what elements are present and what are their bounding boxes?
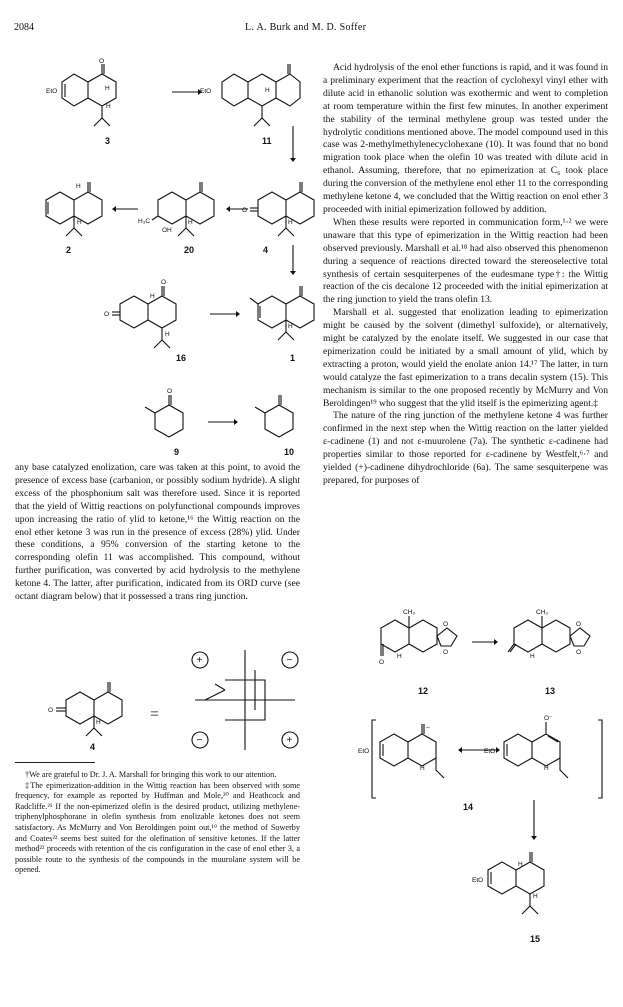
structure-12: [375, 610, 465, 670]
svg-text:O: O: [576, 621, 582, 628]
compound-label-2: 2: [66, 245, 72, 255]
svg-text:H: H: [420, 765, 425, 772]
svg-text:+: +: [286, 735, 293, 746]
svg-text:EtO: EtO: [472, 877, 484, 884]
arrow-3-to-11: [172, 88, 202, 96]
structure-20: [138, 180, 225, 244]
svg-text:CH₃: CH₃: [536, 609, 549, 616]
right-paragraph-2: When these results were reported in communication form,¹·² we were unaware that this type of epimerization in the Wittig reaction had been observed previously. Marshall et al.¹⁸ had also observed this phenomenon during a sequence of reactions directed toward the stereoselective total synthesis of certain sesquiterpenes of the eudesmane type†: the Wittig reaction of the cis decalone 12 proceeded with the initial epimerization at the ring junction to yield the trans olefin 13.: [323, 216, 608, 306]
left-paragraph: any base catalyzed enolization, care was taken at this point, to avoid the presence of excess base (carbanion, or possibly sodium hydride). A slight excess of the phosphonium salt was therefore used. Since it is reported that the yield of Wittig reactions on polyfunctional compounds improves upon increasing the ratio of ylid to ketone,¹⁶ the Wittig reaction on the enol ether ketone 3 was run in the presence of excess (28%) ylid. Under these conditions, a 95% conversion of the starting ketone to the corresponding olefin 11 was accomplished. This compound, without further purification, was converted by acid hydrolysis to the methylene ketone 4. The latter, after purification, indicated from its ORD curve (see octant diagram below) that it possessed a trans ring junction.: [15, 462, 300, 603]
svg-text:H: H: [518, 861, 523, 868]
structure-4: [242, 180, 320, 244]
footnote-dagger: †We are grateful to Dr. J. A. Marshall for bringing this work to our attention.: [25, 770, 277, 779]
arrow-4-down: [289, 245, 297, 275]
arrow-11-down: [289, 126, 297, 162]
svg-text:O⁻: O⁻: [544, 715, 553, 722]
svg-text:O: O: [242, 207, 248, 214]
svg-text:O: O: [99, 58, 105, 65]
structure-14: [358, 715, 602, 800]
svg-text:H₃C: H₃C: [138, 218, 151, 225]
svg-text:O: O: [104, 311, 110, 318]
svg-text:H: H: [105, 85, 110, 92]
svg-text:EtO: EtO: [484, 748, 496, 755]
svg-text:EtO: EtO: [358, 748, 370, 755]
svg-text:CH₃: CH₃: [403, 609, 416, 616]
octant-diagram: [185, 650, 305, 750]
svg-text:H: H: [544, 765, 549, 772]
compound-label-3: 3: [105, 136, 111, 146]
footnote-double-dagger: ‡The epimerization-addition in the Wittig reaction has been observed with some frequency, for example as reported by Huffman and Mole,²⁰ and Heathcock and Radcliffe.²¹ If the non-epimerized olefin is the desired product, utilizing methylene-triphenylphosphorane in olefin synthesis from enolizable ketones does not seem satisfactory. As McMurry and Von Beroldingen point out,¹⁹ the method of Sowerby and Coates²² seems best suited for the olefination of sensitive ketones. If the latter method²² proceeds with retention of the cis configuration in the case of enol ether 3, a possible route to the synthesis of the compounds in the muurolane system will be opened.: [15, 780, 300, 875]
structure-3: [46, 58, 152, 130]
svg-text:EtO: EtO: [200, 88, 212, 95]
structure-9: [145, 388, 195, 445]
compound-label-10: 10: [284, 447, 295, 457]
compound-label-4: 4: [263, 245, 269, 255]
svg-text:O: O: [443, 649, 449, 656]
svg-text:−: −: [426, 725, 430, 732]
svg-text:O: O: [443, 621, 449, 628]
svg-text:O: O: [379, 659, 385, 666]
svg-text:−: −: [196, 735, 203, 746]
svg-text:H: H: [96, 719, 101, 726]
compound-label-14: 14: [463, 802, 474, 812]
arrow-9-to-10: [208, 418, 238, 426]
svg-text:H: H: [533, 893, 538, 900]
arrow-20-to-2: [112, 205, 138, 213]
svg-text:H: H: [77, 219, 82, 226]
right-body-text: [323, 62, 608, 488]
arrow-16-to-1: [210, 310, 240, 318]
structure-1: [250, 284, 325, 350]
svg-text:H: H: [265, 87, 270, 94]
svg-text:H: H: [288, 323, 293, 330]
compound-label-4-octant: 4: [90, 742, 96, 752]
structure-15: [472, 850, 580, 914]
structure-11: [200, 62, 300, 128]
structure-2: [40, 180, 110, 244]
svg-text:H: H: [188, 219, 193, 226]
compound-label-13: 13: [545, 686, 556, 696]
svg-text:H: H: [150, 293, 155, 300]
svg-text:O: O: [48, 707, 54, 714]
svg-text:O: O: [167, 388, 173, 395]
svg-text:O: O: [576, 649, 582, 656]
running-header: L. A. Burk and M. D. Soffer: [245, 22, 367, 33]
structure-4-octant: [50, 680, 130, 746]
footnote-rule: [15, 762, 95, 763]
structure-16: [104, 279, 208, 350]
svg-text:EtO: EtO: [46, 88, 58, 95]
arrow-12-to-13: [472, 638, 498, 646]
compound-label-15: 15: [530, 934, 541, 944]
compound-label-1: 1: [290, 353, 296, 363]
svg-text:+: +: [196, 655, 203, 666]
svg-text:H: H: [106, 103, 111, 110]
footnotes: [15, 770, 300, 876]
svg-text:O: O: [161, 279, 167, 286]
right-paragraph-4: The nature of the ring junction of the methylene ketone 4 was further confirmed in the next step when the Wittig reaction on the latter yielded ε-cadinene (1) and not ε-muurolene (7a). The synthetic ε-cadinene had properties similar to those reported for ε-cadinene by Westfelt,⁶·⁷ and yielded (+)-cadinene dihydrochloride (6a). The same sesquiterpene was prepared, for purposes of: [323, 410, 608, 486]
structure-13: [508, 610, 598, 670]
svg-text:H: H: [288, 219, 293, 226]
right-paragraph-3: Marshall et al. suggested that enolization leading to epimerization might be caused by the solvent (dimethyl sulfoxide), or alternatively, might be catalyzed by the enolate itself. We suggested in our case that epimerization could be initiated by a small amount of ylid, which by extracting a proton, would yield the enolate anion 14.¹⁷ The latter, in turn would catalyze the fast epimerization to a trans decalin system (15). This mechanism is similar to the one proposed recently by McMurry and Von Beroldingen¹⁹ who suggest that the ylid itself is the epimerizing agent.‡: [323, 307, 608, 409]
compound-label-9: 9: [174, 447, 180, 457]
svg-text:H: H: [76, 183, 81, 190]
compound-label-12: 12: [418, 686, 429, 696]
left-body-text: [15, 462, 300, 604]
structure-10: [255, 395, 305, 445]
compound-label-16: 16: [176, 353, 187, 363]
svg-text:H: H: [530, 653, 535, 660]
compound-label-20: 20: [184, 245, 195, 255]
right-paragraph-1: Acid hydrolysis of the enol ether functions is rapid, and it was found in a preliminary experiment that the reaction of cyclohexyl vinyl ether with dilute acid in ethanolic solution was exothermic and went to completion at room temperature within the first few minutes. In another experiment the stability of the terminal methylene group was tested under the hydrolytic conditions mentioned above. The model compound used in this case was 2-methylmethylenecyclohexane (10). It was found that no bond migration took place when the olefin 10 was treated with dilute acid in ethanol. Assuming, therefore, that no epimerization at C₆ took place during the conversion of the methylene enol ether 11 to the corresponding methylene ketone 4, we concluded that the Wittig reaction on enol ether 3 proceeded with initial epimerization followed by addition.: [323, 62, 608, 215]
svg-text:H: H: [397, 653, 402, 660]
arrow-14-to-15: [530, 800, 538, 840]
equals-sign: =: [150, 706, 160, 723]
svg-text:OH: OH: [162, 227, 172, 234]
compound-label-11: 11: [262, 136, 272, 146]
svg-text:H: H: [165, 331, 170, 338]
svg-text:−: −: [286, 655, 293, 666]
page-number: 2084: [14, 22, 34, 33]
